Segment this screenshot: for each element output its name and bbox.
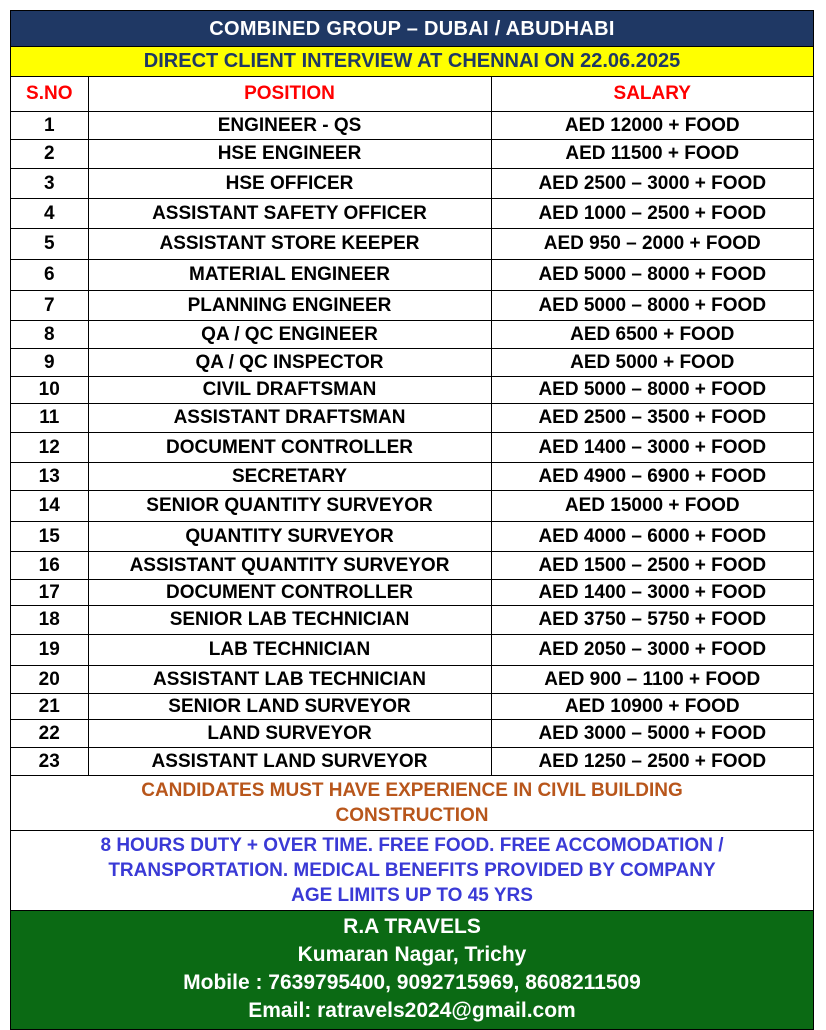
row-position: ASSISTANT DRAFTSMAN: [88, 404, 491, 433]
row-salary: AED 3750 – 5750 + FOOD: [491, 606, 813, 635]
row-sno: 20: [11, 666, 88, 694]
row-sno: 17: [11, 580, 88, 606]
row-salary: AED 1250 – 2500 + FOOD: [491, 748, 813, 776]
column-header-salary: SALARY: [491, 77, 813, 112]
experience-note-line: CANDIDATES MUST HAVE EXPERIENCE IN CIVIL BUILDING: [141, 780, 683, 801]
table-row: [11, 606, 813, 635]
row-sno: 10: [11, 377, 88, 404]
row-position: DOCUMENT CONTROLLER: [88, 433, 491, 463]
row-salary: AED 1500 – 2500 + FOOD: [491, 552, 813, 580]
table-row: [11, 199, 813, 229]
poster-title: COMBINED GROUP – DUBAI / ABUDHABI: [11, 11, 813, 47]
row-sno: 12: [11, 433, 88, 463]
row-sno: 4: [11, 199, 88, 229]
row-salary: AED 1000 – 2500 + FOOD: [491, 199, 813, 229]
row-sno: 21: [11, 694, 88, 720]
row-position: ASSISTANT SAFETY OFFICER: [88, 199, 491, 229]
table-row: [11, 112, 813, 140]
agency-address: Kumaran Nagar, Trichy: [297, 943, 527, 966]
row-salary: AED 4000 – 6000 + FOOD: [491, 522, 813, 552]
table-row: [11, 748, 813, 776]
row-position: SENIOR QUANTITY SURVEYOR: [88, 491, 491, 522]
row-sno: 5: [11, 229, 88, 260]
row-salary: AED 2050 – 3000 + FOOD: [491, 635, 813, 666]
row-salary: AED 11500 + FOOD: [491, 140, 813, 169]
row-sno: 1: [11, 112, 88, 140]
row-position: PLANNING ENGINEER: [88, 291, 491, 321]
agency-contact-block: [11, 910, 813, 1029]
row-position: QUANTITY SURVEYOR: [88, 522, 491, 552]
table-row: [11, 635, 813, 666]
row-position: QA / QC INSPECTOR: [88, 349, 491, 377]
row-salary: AED 5000 + FOOD: [491, 349, 813, 377]
row-sno: 2: [11, 140, 88, 169]
table-row: [11, 260, 813, 291]
row-position: CIVIL DRAFTSMAN: [88, 377, 491, 404]
row-sno: 16: [11, 552, 88, 580]
row-salary: AED 12000 + FOOD: [491, 112, 813, 140]
row-salary: AED 900 – 1100 + FOOD: [491, 666, 813, 694]
jobs-table: [11, 77, 813, 776]
row-salary: AED 1400 – 3000 + FOOD: [491, 433, 813, 463]
row-position: HSE ENGINEER: [88, 140, 491, 169]
row-salary: AED 4900 – 6900 + FOOD: [491, 463, 813, 491]
row-salary: AED 5000 – 8000 + FOOD: [491, 291, 813, 321]
row-position: LAB TECHNICIAN: [88, 635, 491, 666]
column-header-position: POSITION: [88, 77, 491, 112]
row-salary: AED 10900 + FOOD: [491, 694, 813, 720]
row-position: ASSISTANT LAND SURVEYOR: [88, 748, 491, 776]
row-salary: AED 5000 – 8000 + FOOD: [491, 260, 813, 291]
row-sno: 8: [11, 321, 88, 349]
interview-banner: DIRECT CLIENT INTERVIEW AT CHENNAI ON 22.06.2025: [11, 47, 813, 77]
agency-email: Email: ratravels2024@gmail.com: [248, 999, 576, 1022]
table-row: [11, 666, 813, 694]
row-sno: 6: [11, 260, 88, 291]
row-salary: AED 2500 – 3000 + FOOD: [491, 169, 813, 199]
table-row: [11, 580, 813, 606]
row-salary: AED 950 – 2000 + FOOD: [491, 229, 813, 260]
row-sno: 14: [11, 491, 88, 522]
table-row: [11, 321, 813, 349]
table-row: [11, 720, 813, 748]
row-position: LAND SURVEYOR: [88, 720, 491, 748]
benefits-note: [11, 831, 813, 910]
benefits-note-line: TRANSPORTATION. MEDICAL BENEFITS PROVIDED BY COMPANY: [108, 860, 716, 881]
row-position: ASSISTANT LAB TECHNICIAN: [88, 666, 491, 694]
agency-mobile: Mobile : 7639795400, 9092715969, 8608211509: [183, 971, 641, 994]
row-position: HSE OFFICER: [88, 169, 491, 199]
row-position: SECRETARY: [88, 463, 491, 491]
row-salary: AED 6500 + FOOD: [491, 321, 813, 349]
row-position: MATERIAL ENGINEER: [88, 260, 491, 291]
table-row: [11, 433, 813, 463]
job-poster: [10, 10, 814, 1030]
experience-note-line: CONSTRUCTION: [335, 805, 489, 826]
column-header-sno: S.NO: [11, 77, 88, 112]
agency-name: R.A TRAVELS: [343, 915, 481, 938]
row-salary: AED 5000 – 8000 + FOOD: [491, 377, 813, 404]
table-row: [11, 404, 813, 433]
table-row: [11, 291, 813, 321]
row-position: DOCUMENT CONTROLLER: [88, 580, 491, 606]
table-row: [11, 463, 813, 491]
row-sno: 22: [11, 720, 88, 748]
table-row: [11, 349, 813, 377]
row-sno: 3: [11, 169, 88, 199]
row-salary: AED 3000 – 5000 + FOOD: [491, 720, 813, 748]
table-row: [11, 229, 813, 260]
table-body: [11, 112, 813, 776]
row-position: ASSISTANT QUANTITY SURVEYOR: [88, 552, 491, 580]
row-sno: 18: [11, 606, 88, 635]
row-position: QA / QC ENGINEER: [88, 321, 491, 349]
row-sno: 15: [11, 522, 88, 552]
row-sno: 19: [11, 635, 88, 666]
row-sno: 7: [11, 291, 88, 321]
row-sno: 13: [11, 463, 88, 491]
experience-note: [11, 776, 813, 831]
row-position: ENGINEER - QS: [88, 112, 491, 140]
row-salary: AED 1400 – 3000 + FOOD: [491, 580, 813, 606]
row-sno: 23: [11, 748, 88, 776]
table-row: [11, 140, 813, 169]
row-sno: 9: [11, 349, 88, 377]
table-row: [11, 169, 813, 199]
row-salary: AED 15000 + FOOD: [491, 491, 813, 522]
row-position: SENIOR LAB TECHNICIAN: [88, 606, 491, 635]
table-header-row: [11, 77, 813, 112]
table-row: [11, 694, 813, 720]
table-row: [11, 522, 813, 552]
row-position: SENIOR LAND SURVEYOR: [88, 694, 491, 720]
row-position: ASSISTANT STORE KEEPER: [88, 229, 491, 260]
table-row: [11, 552, 813, 580]
table-row: [11, 491, 813, 522]
benefits-note-line: AGE LIMITS UP TO 45 YRS: [291, 885, 533, 906]
benefits-note-line: 8 HOURS DUTY + OVER TIME. FREE FOOD. FREE ACCOMODATION /: [100, 835, 724, 856]
table-row: [11, 377, 813, 404]
row-salary: AED 2500 – 3500 + FOOD: [491, 404, 813, 433]
row-sno: 11: [11, 404, 88, 433]
